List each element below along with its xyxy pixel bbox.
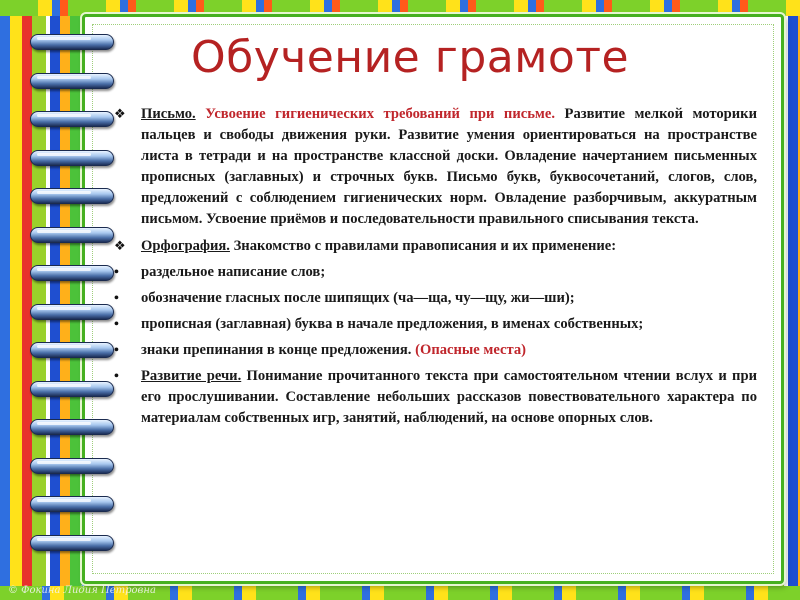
spiral-ring-icon [30, 73, 114, 89]
spiral-ring-icon [30, 496, 114, 512]
bullet-icon: • [114, 369, 119, 384]
spiral-ring-icon [30, 419, 114, 435]
section-heading: Письмо. [141, 106, 196, 122]
bullet-icon: • [114, 343, 119, 358]
list-item-text: обозначение гласных после шипящих (ча—ща, чу—щу, жи—ши); [141, 290, 575, 306]
list-item [112, 340, 757, 361]
highlight-text: Усвоение гигиенических требований при письме. [205, 106, 555, 122]
list-item-text: раздельное написание слов; [141, 264, 326, 280]
section-body: Знакомство с правилами правописания и их применение: [233, 238, 617, 254]
section-body: Понимание прочитанного текста при самостоятельном чтении вслух и при его прослушивании. Составление небольших рассказов повествовательного характера по материалам собственных игр, занятий, наблюдений, на основе опорных слов. [141, 368, 757, 426]
diamond-bullet-icon: ❖ [114, 239, 126, 254]
spiral-ring-icon [30, 188, 114, 204]
spiral-ring-icon [30, 342, 114, 358]
slide-content [112, 104, 757, 435]
list-item [112, 288, 757, 309]
spiral-ring-icon [30, 458, 114, 474]
copyright-watermark: © Фокина Лидия Петровна [8, 585, 156, 596]
section-speech [112, 366, 757, 429]
list-item-text: прописная (заглавная) буква в начале предложения, в именах собственных; [141, 316, 644, 332]
bullet-icon: • [114, 265, 119, 280]
section-writing [112, 104, 757, 230]
bullet-icon: • [114, 317, 119, 332]
spiral-ring-icon [30, 34, 114, 50]
spiral-ring-icon [30, 227, 114, 243]
spiral-ring-icon [30, 535, 114, 551]
warning-note: (Опасные места) [415, 342, 527, 358]
list-item [112, 314, 757, 335]
section-orthography [112, 236, 757, 257]
section-heading: Развитие речи. [141, 368, 242, 384]
list-item [112, 262, 757, 283]
spiral-ring-icon [30, 304, 114, 320]
section-body: Развитие мелкой моторики пальцев и свободы движения руки. Развитие умения ориентироваться на пространстве листа в тетради и на пространстве классной доски. Овладение начертанием письменных прописных (заглавных) и строчных букв. Письмо букв, буквосочетаний, слогов, слов, предложений с соблюдением гигиенических норм. Овладение разборчивым, аккуратным письмом. Усвоение приёмов и последовательности правильного списывания текста. [141, 106, 757, 227]
spiral-ring-icon [30, 381, 114, 397]
diamond-bullet-icon: ❖ [114, 107, 126, 122]
spiral-ring-icon [30, 265, 114, 281]
slide-title: Обучение грамоте [190, 32, 630, 83]
list-item-text: знаки препинания в конце предложения. [141, 342, 412, 358]
spiral-ring-icon [30, 150, 114, 166]
bullet-icon: • [114, 291, 119, 306]
spiral-ring-icon [30, 111, 114, 127]
section-heading: Орфография. [141, 238, 230, 254]
